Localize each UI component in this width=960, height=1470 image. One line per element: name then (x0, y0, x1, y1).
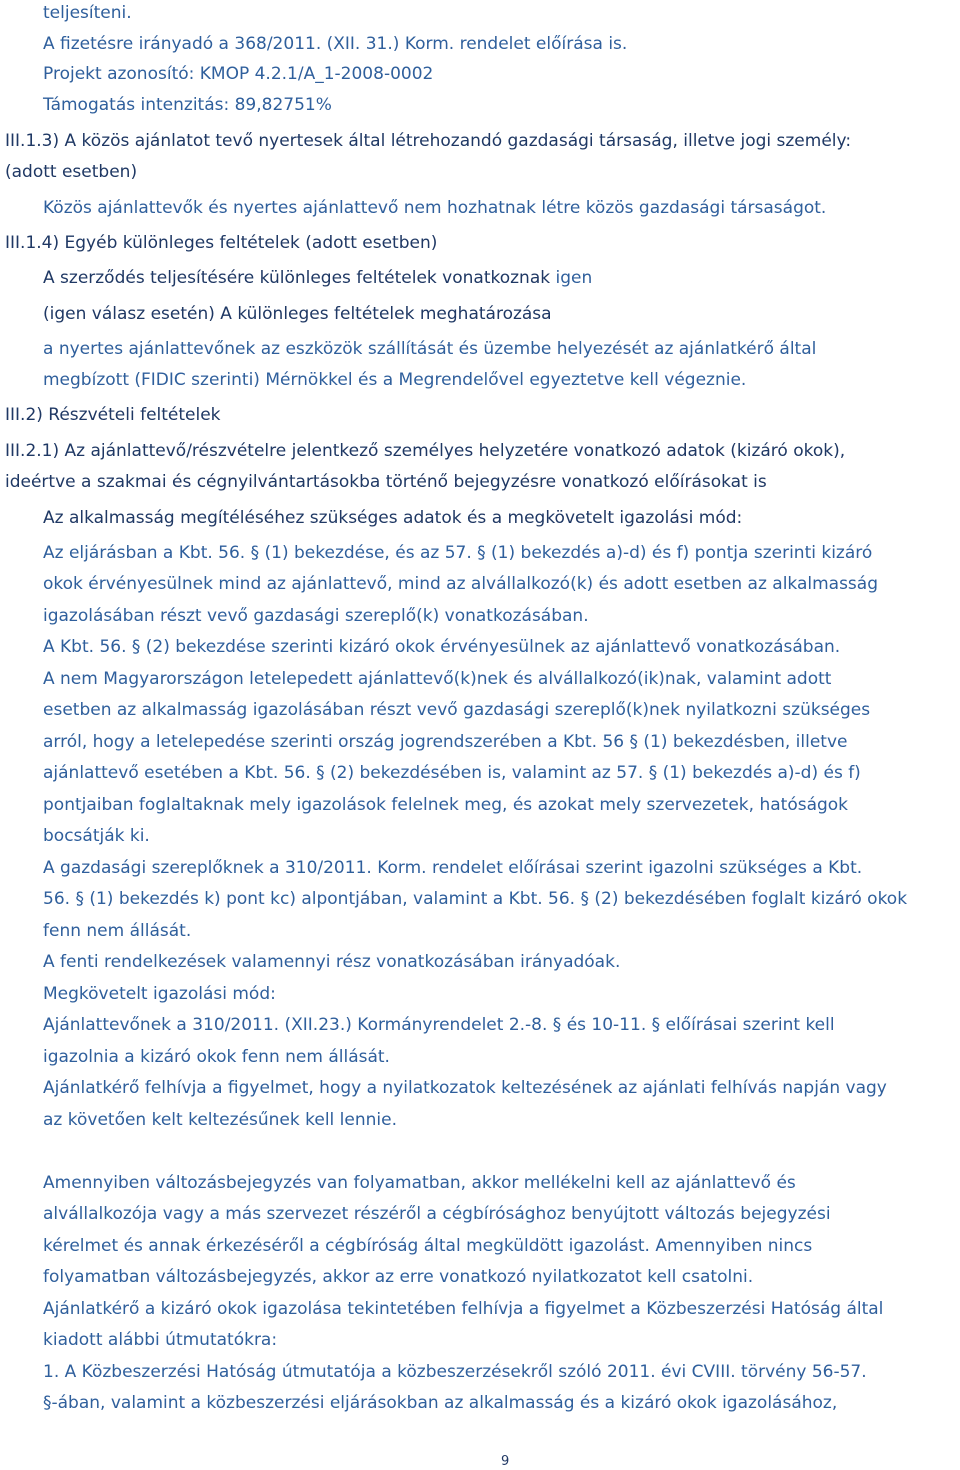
text-line-content: III.2.1) Az ajánlattevő/részvételre jelentkező személyes helyzetére vonatkozó adatok (kizáró okok), (5, 441, 846, 461)
text-line (5, 161, 137, 183)
text-line (43, 888, 907, 910)
text-line-content: ideértve a szakmai és cégnyilvántartásokba történő bejegyzésre vonatkozó előírásokat is (5, 472, 767, 492)
text-line (43, 1077, 887, 1099)
text-line-content: teljesíteni. (43, 3, 132, 23)
page-number: 9 (501, 1454, 510, 1469)
text-line-content: megbízott (FIDIC szerinti) Mérnökkel és a Megrendelővel egyeztetve kell végeznie. (43, 370, 747, 390)
text-line (43, 63, 433, 85)
text-line (43, 1361, 867, 1383)
text-line (43, 2, 132, 24)
text-line-content: Amennyiben változásbejegyzés van folyamatban, akkor mellékelni kell az ajánlattevő és (43, 1173, 796, 1193)
text-line (43, 857, 862, 879)
text-line (43, 369, 746, 391)
text-line (43, 267, 592, 289)
text-line-content: Megkövetelt igazolási mód: (43, 984, 276, 1004)
text-line-content: §-ában, valamint a közbeszerzési eljárásokban az alkalmasság és a kizáró okok igazolásához, (43, 1393, 838, 1413)
text-line-content: III.1.4) Egyéb különleges feltételek (adott esetben) (5, 233, 438, 253)
text-line-content: A nem Magyarországon letelepedett ajánlattevő(k)nek és alvállalkozó(ik)nak, valamint adott (43, 669, 832, 689)
text-line-content: Projekt azonosító: KMOP 4.2.1/A_1-2008-0002 (43, 64, 434, 84)
text-line-content: Támogatás intenzitás: 89,82751% (43, 95, 332, 115)
text-line-content: A fizetésre irányadó a 368/2011. (XII. 31.) Korm. rendelet előírása is. (43, 34, 628, 54)
text-line-content: kérelmet és annak érkezéséről a cégbíróság által megküldött igazolást. Amennyiben nincs (43, 1236, 813, 1256)
text-line-content: (adott esetben) (5, 162, 138, 182)
text-line (43, 1298, 883, 1320)
text-line-content: III.1.3) A közös ajánlatot tevő nyertesek által létrehozandó gazdasági társaság, illetve jogi személy: (5, 131, 852, 151)
text-line-content: igazolnia a kizáró okok fenn nem állását. (43, 1047, 390, 1067)
text-line-content: 56. § (1) bekezdés k) pont kc) alpontjában, valamint a Kbt. 56. § (2) bekezdésében foglalt kizáró okok (43, 889, 908, 909)
text-line-content: ajánlattevő esetében a Kbt. 56. § (2) bekezdésében is, valamint az 57. § (1) bekezdés a)-d) és f) (43, 763, 861, 783)
text-line (43, 668, 831, 690)
text-line-content: bocsátják ki. (43, 826, 150, 846)
text-line (5, 440, 845, 462)
text-line-content: kiadott alábbi útmutatókra: (43, 1330, 278, 1350)
text-line (43, 1014, 835, 1036)
text-line (43, 762, 861, 784)
text-line (43, 33, 627, 55)
text-line (43, 1203, 831, 1225)
text-line-content: alvállalkozója vagy a más szervezet részéről a cégbírósághoz benyújtott változás bejegyzési (43, 1204, 831, 1224)
text-line-content: A gazdasági szereplőknek a 310/2011. Korm. rendelet előírásai szerint igazolni szükséges a Kbt. (43, 858, 863, 878)
answer-value: igen (550, 268, 593, 288)
text-line (43, 825, 150, 847)
text-line-content: fenn nem állását. (43, 921, 192, 941)
text-line-content: 1. A Közbeszerzési Hatóság útmutatója a közbeszerzésekről szóló 2011. évi CVIII. törvény 56-57. (43, 1362, 867, 1382)
text-line (43, 1329, 277, 1351)
text-line (5, 232, 437, 254)
text-line-content: (igen válasz esetén) A különleges feltételek meghatározása (43, 304, 552, 324)
text-line-content: Ajánlatkérő felhívja a figyelmet, hogy a nyilatkozatok keltezésének az ajánlati felhívás napján vagy (43, 1078, 887, 1098)
text-line (43, 1172, 796, 1194)
text-line-content: A szerződés teljesítésére különleges feltételek vonatkoznak (43, 268, 551, 288)
text-line (43, 1392, 837, 1414)
text-line-content: Az alkalmasság megítéléséhez szükséges adatok és a megkövetelt igazolási mód: (43, 508, 743, 528)
text-line (43, 338, 816, 360)
text-line (43, 794, 848, 816)
text-line-content: III.2) Részvételi feltételek (5, 405, 221, 425)
text-line (43, 605, 589, 627)
text-line-content: esetben az alkalmasság igazolásában részt vevő gazdasági szereplő(k)nek nyilatkozni szükséges (43, 700, 871, 720)
text-line (5, 471, 767, 493)
text-line (43, 636, 840, 658)
text-line (43, 94, 332, 116)
text-line (43, 507, 742, 529)
text-line (43, 542, 872, 564)
text-line-content: A fenti rendelkezések valamennyi rész vonatkozásában irányadóak. (43, 952, 621, 972)
text-line-content: a nyertes ajánlattevőnek az eszközök szállítását és üzembe helyezését az ajánlatkérő által (43, 339, 817, 359)
text-line-content: pontjaiban foglaltaknak mely igazolások felelnek meg, és azokat mely szervezetek, hatóságok (43, 795, 849, 815)
text-line (43, 573, 878, 595)
text-line (43, 303, 552, 325)
text-line (43, 197, 826, 219)
text-line (43, 731, 848, 753)
text-line-content: Ajánlattevőnek a 310/2011. (XII.23.) Kormányrendelet 2.-8. § és 10-11. § előírásai szerint kell (43, 1015, 835, 1035)
text-line (43, 983, 276, 1005)
text-line (43, 1046, 390, 1068)
text-line (43, 1266, 753, 1288)
text-line (43, 1235, 812, 1257)
text-line-content: Közös ajánlattevők és nyertes ajánlattevő nem hozhatnak létre közös gazdasági társaságot. (43, 198, 827, 218)
text-line (5, 130, 851, 152)
text-line-content: okok érvényesülnek mind az ajánlattevő, mind az alvállalkozó(k) és adott esetben az alkalmasság (43, 574, 879, 594)
text-line-content: Ajánlatkérő a kizáró okok igazolása tekintetében felhívja a figyelmet a Közbeszerzési Hatóság által (43, 1299, 884, 1319)
text-line-content: A Kbt. 56. § (2) bekezdése szerinti kizáró okok érvényesülnek az ajánlattevő vonatkozásában. (43, 637, 841, 657)
text-line-content: Az eljárásban a Kbt. 56. § (1) bekezdése, és az 57. § (1) bekezdés a)-d) és f) pontja szerinti kizáró (43, 543, 873, 563)
text-line-content: az követően kelt keltezésűnek kell lennie. (43, 1110, 398, 1130)
text-line (5, 404, 221, 426)
text-line (43, 920, 191, 942)
text-line-content: igazolásában részt vevő gazdasági szereplő(k) vonatkozásában. (43, 606, 589, 626)
text-line (43, 699, 870, 721)
text-line-content: folyamatban változásbejegyzés, akkor az erre vonatkozó nyilatkozatot kell csatolni. (43, 1267, 754, 1287)
text-line-content: arról, hogy a letelepedése szerinti ország jogrendszerében a Kbt. 56 § (1) bekezdésben, illetve (43, 732, 848, 752)
text-line (43, 951, 620, 973)
text-line (43, 1109, 397, 1131)
